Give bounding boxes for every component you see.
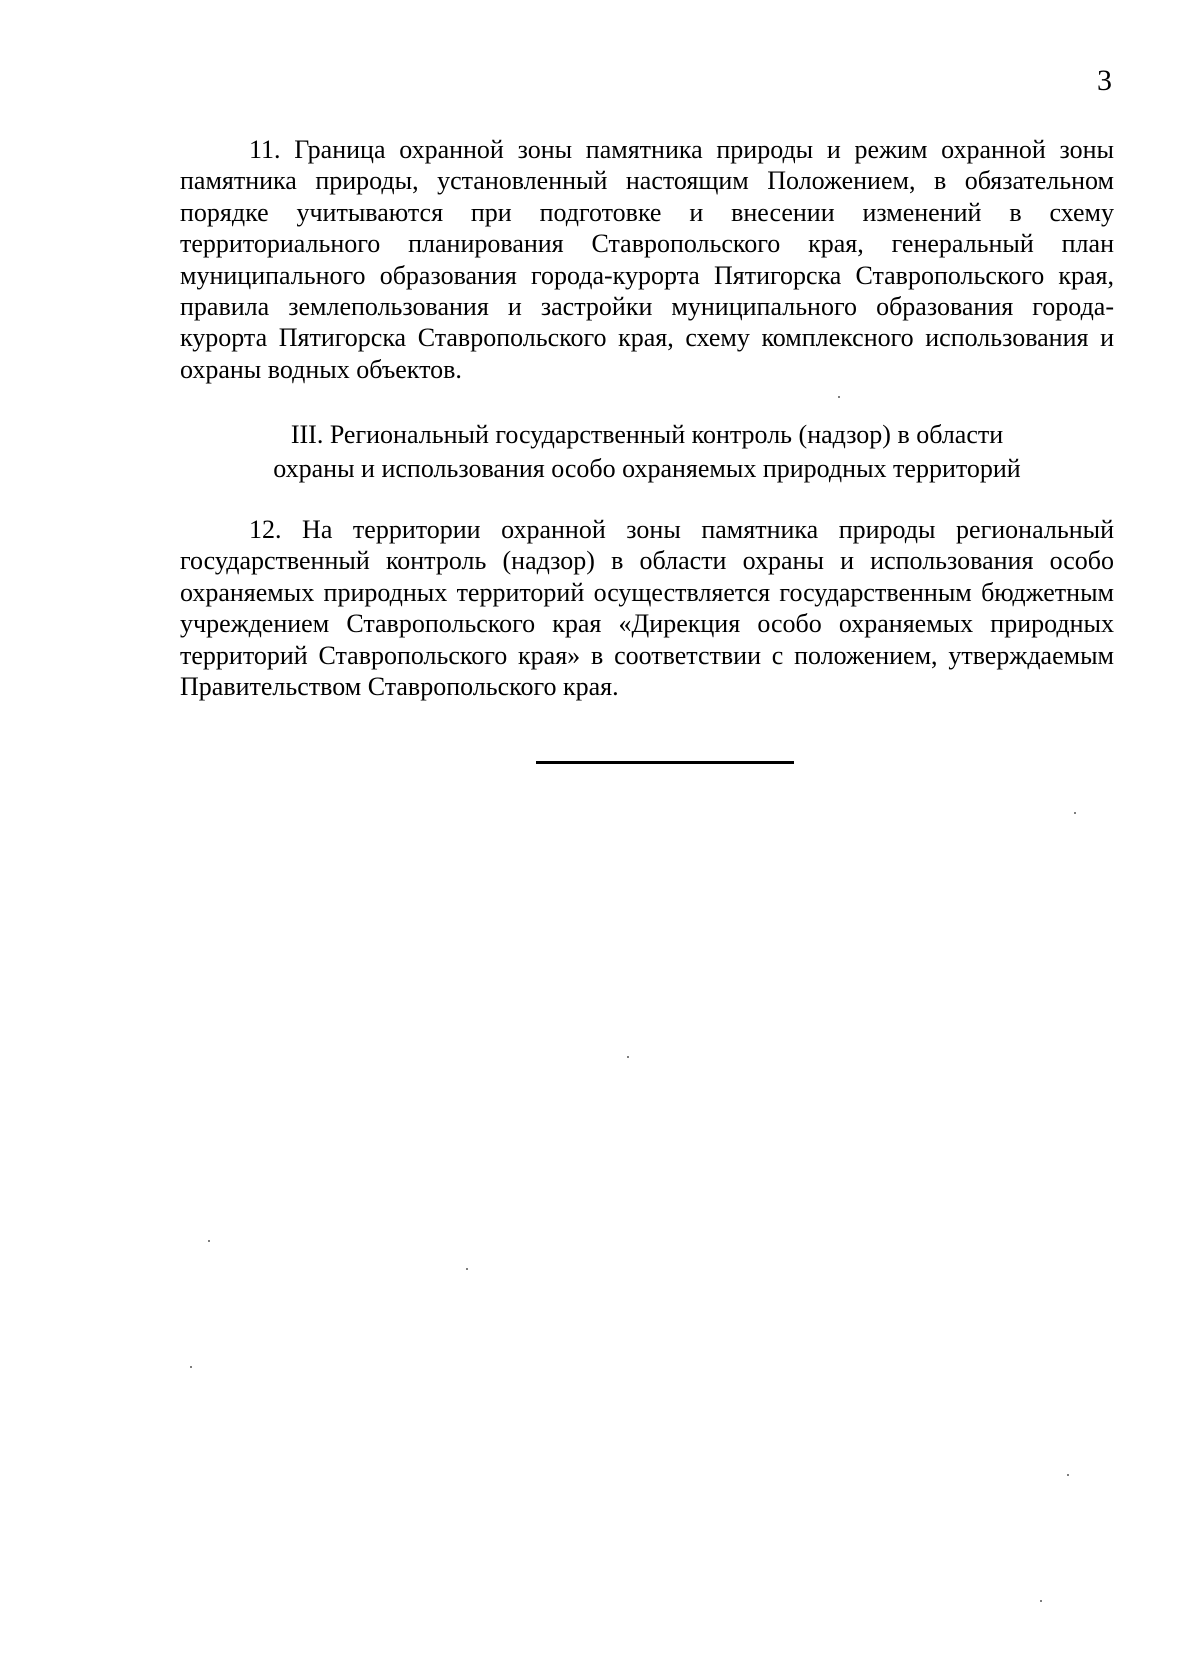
- scan-speck: [466, 1268, 468, 1270]
- scan-speck: [190, 1366, 192, 1368]
- paragraph-12: 12. На территории охранной зоны памятника природы региональный государственный контроль (надзор) в области охраны и использования особо охраняемых природных территорий осуществляется государственным бюджетным учреждением Ставропольского края «Дирекция особо охраняемых природных территорий Ставропольского края» в соответствии с положением, утверждаемым Правительством Ставропольского края.: [180, 515, 1114, 702]
- page-number: 3: [1097, 64, 1112, 97]
- scan-speck: [208, 1240, 210, 1242]
- scan-speck: [627, 1056, 629, 1058]
- paragraph-11: 11. Граница охранной зоны памятника природы и режим охранной зоны памятника природы, установленный настоящим Положением, в обязательном порядке учитываются при подготовке и внесении изменений в схему территориального планирования Ставропольского края, генеральный план муниципального образования города-курорта Пятигорска Ставропольского края, правила землепользования и застройки муниципального образования города-курорта Пятигорска Ставропольского края, схему комплексного использования и охраны водных объектов.: [180, 135, 1114, 384]
- scan-speck: [1067, 1474, 1069, 1476]
- scan-speck: [1074, 812, 1076, 814]
- scan-speck: [1040, 1600, 1042, 1602]
- section-heading-line-1: III. Региональный государственный контроль (надзор) в области: [290, 420, 1004, 449]
- end-of-document-rule: [536, 761, 794, 764]
- section-heading: [180, 418, 1114, 486]
- section-heading-line-2: охраны и использования особо охраняемых природных территорий: [273, 454, 1021, 483]
- scan-speck: [838, 396, 840, 398]
